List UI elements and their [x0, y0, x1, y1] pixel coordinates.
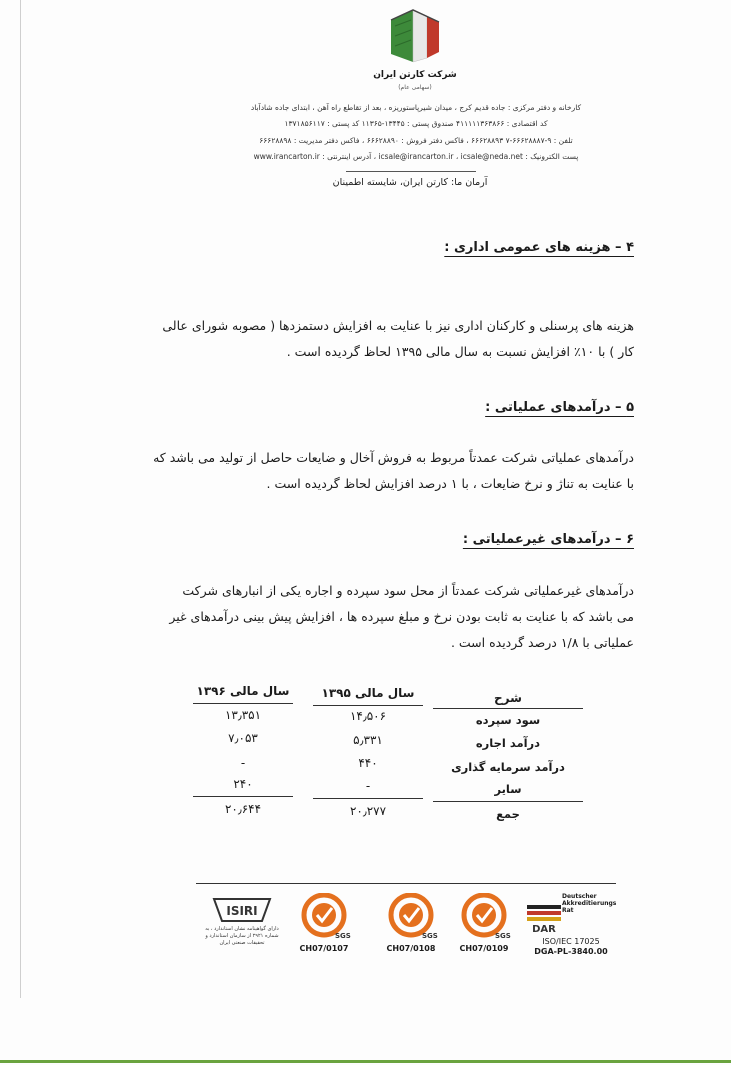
sgs-cert-icon: [297, 893, 351, 939]
section-6-heading: ۶ – درآمدهای غیرعملیاتی :: [462, 532, 634, 547]
motto-divider: [346, 171, 476, 172]
table-row-label: درآمد سرمایه گذاری: [451, 760, 565, 774]
sgs-cert-icon: [384, 893, 438, 939]
table-total-rule: [313, 798, 423, 799]
company-type: (سهامی عام): [398, 84, 432, 91]
company-address: کارخانه و دفتر مرکزی : جاده قدیم کرج ، میدان شیرپاستوریزه ، بعد از تقاطع راه آهن ، ابتدای جاده شادآباد: [250, 103, 582, 112]
table-total-1396: ۲۰٫۶۴۴: [224, 802, 262, 816]
table-total-label: جمع: [496, 807, 520, 821]
dar-label: Deutscher Akkreditierungs Rat: [562, 893, 617, 914]
footer-divider: [196, 883, 616, 884]
company-web: پست الکترونیک : icsale@irancarton.ir ، icsale@neda.net ، آدرس اینترنتی : www.irancarton.ir: [253, 152, 579, 161]
table-cell: -: [365, 779, 371, 793]
sgs-cert-icon: [457, 893, 511, 939]
section-5-line: درآمدهای عملیاتی شرکت عمدتاً مربوط به فروش آخال و ضایعات حاصل از تولید می باشد که: [153, 450, 634, 465]
dar-accreditation-code: DGA-PL-3840.00: [534, 947, 608, 956]
isiri-standard-logo: [212, 897, 272, 923]
table-cell: -: [240, 756, 246, 770]
table-header-1396: سال مالی ۱۳۹۶: [196, 684, 290, 698]
section-5-text: [118, 445, 634, 497]
section-6-line: می باشد که با عنایت به ثابت بودن نرخ و مبلغ سپرده ها ، افزایش پیش بینی درآمدهای غیر: [169, 609, 634, 624]
section-4-line: کار ) با ۱۰٪ افزایش نسبت به سال مالی ۱۳۹۵ لحاظ گردیده است .: [286, 344, 634, 359]
table-header-1395: سال مالی ۱۳۹۵: [321, 686, 415, 700]
table-row-label: سایر: [494, 782, 522, 796]
table-row-label: سود سپرده: [475, 713, 541, 727]
table-row-label: درآمد اجاره: [475, 736, 541, 750]
section-6-line: عملیاتی با ۱/۸ درصد گردیده است .: [450, 635, 634, 650]
table-header-description: شرح: [494, 691, 522, 705]
page-edge: [20, 0, 21, 998]
section-6-line: درآمدهای غیرعملیاتی شرکت عمدتاً از محل سود سپرده و اجاره یکی از انبارهای شرکت: [182, 583, 634, 598]
svg-text:DAR: DAR: [532, 924, 556, 933]
table-cell: ۴۴۰: [358, 756, 378, 770]
company-phones: تلفن : ۹-۶۶۶۲۸۸۸۷-۷ ۶۶۶۲۸۸۹۳ ، فاکس دفتر فروش : ۶۶۶۲۸۸۹۰ ، فاکس دفتر مدیریت : ۶۶۶۲۸۸۹۸: [259, 136, 573, 145]
section-4-line: هزینه های پرسنلی و کارکنان اداری نیز با عنایت به افزایش دستمزدها ( مصوبه شورای عالی: [162, 318, 634, 333]
table-cell: ۷٫۰۵۳: [228, 731, 258, 745]
table-cell: ۲۴۰: [233, 777, 253, 791]
table-cell: ۵٫۳۳۱: [353, 733, 383, 747]
company-name: شرکت کارتن ایران: [373, 70, 457, 80]
cert-code: CH07/0108: [386, 944, 436, 953]
svg-text:SGS: SGS: [422, 932, 438, 939]
page-bottom-rule: [0, 1060, 731, 1063]
table-cell: ۱۳٫۳۵۱: [224, 708, 262, 722]
svg-text:SGS: SGS: [335, 932, 351, 939]
section-6-text: [118, 578, 634, 656]
section-4-text: [118, 313, 634, 365]
company-logo: [383, 6, 445, 66]
table-total-rule: [433, 801, 583, 802]
section-5-line: با عنایت به تناژ و نرخ ضایعات ، با ۱ درصد افزایش لحاظ گردیده است .: [266, 476, 634, 491]
isiri-caption: دارای گواهینامه نشان استاندارد ، به شماره ۲۹۲۱ از سازمان استاندارد و تحقیقات صنعتی ایران: [205, 926, 279, 946]
dar-iso-standard: ISO/IEC 17025: [542, 937, 600, 946]
table-total-rule: [193, 796, 293, 797]
section-4-heading: ۴ – هزینه های عمومی اداری :: [444, 240, 634, 255]
company-ids: کد اقتصادی : ۴۱۱۱۱۱۳۶۳۸۶۶ صندوق پستی : ۱۳۴۴۵-۱۱۳۶۵ کد پستی : ۱۳۷۱۸۵۶۱۱۷: [284, 119, 548, 128]
dar-accreditation-logo: [527, 905, 561, 933]
svg-text:SGS: SGS: [495, 932, 511, 939]
table-cell: ۱۴٫۵۰۶: [349, 709, 387, 723]
cert-code: CH07/0107: [299, 944, 349, 953]
table-total-1395: ۲۰٫۲۷۷: [349, 804, 387, 818]
section-5-heading: ۵ – درآمدهای عملیاتی :: [485, 400, 634, 415]
company-motto: آرمان ما: کارتن ایران، شایسته اطمینان: [332, 177, 488, 188]
svg-text:ISIRI: ISIRI: [226, 904, 258, 918]
cert-code: CH07/0109: [459, 944, 509, 953]
